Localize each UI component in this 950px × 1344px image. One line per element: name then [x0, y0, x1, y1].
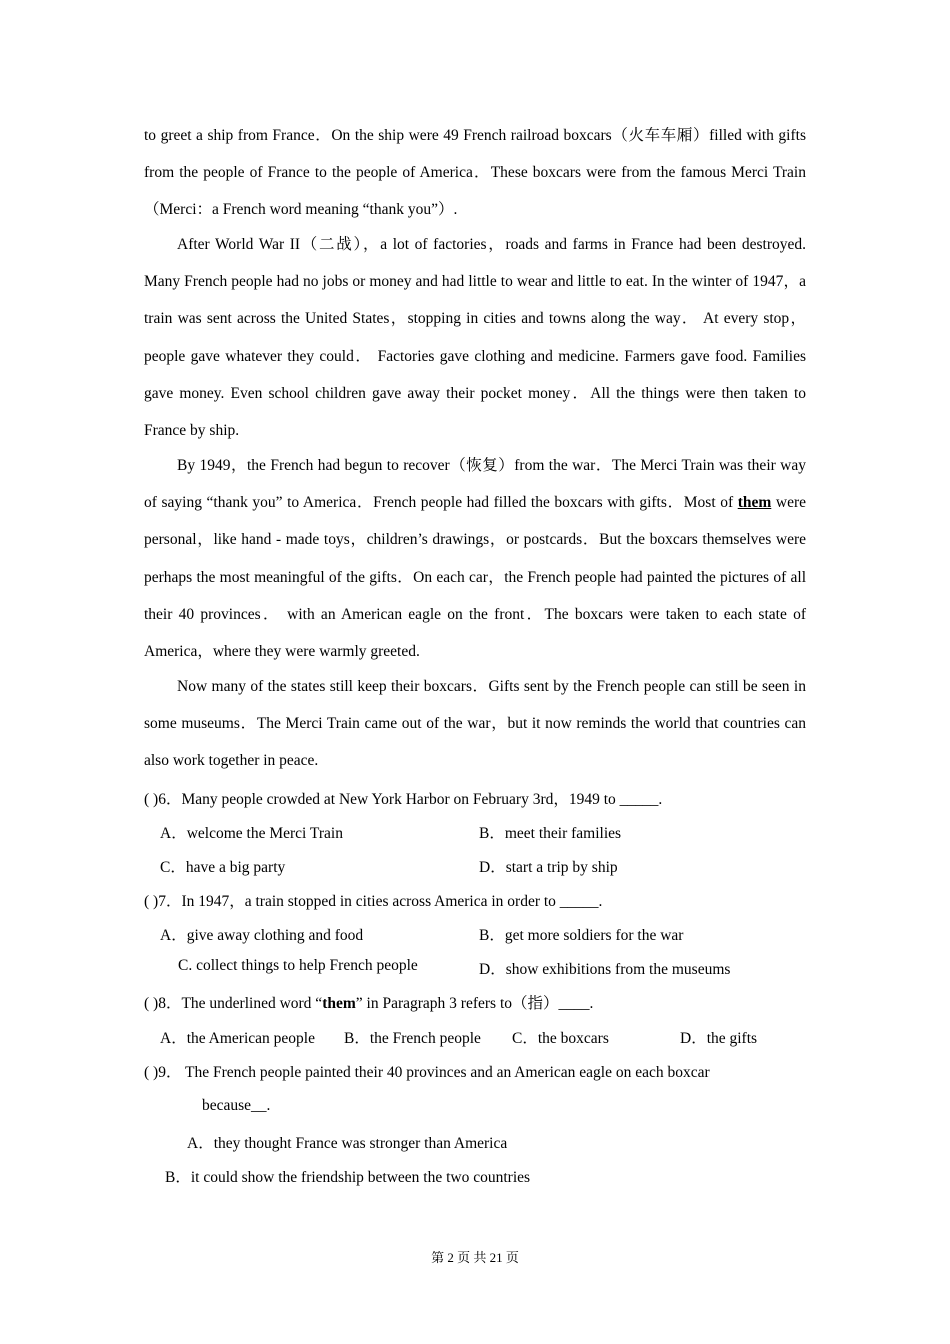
- question-6-stem: ( )6．Many people crowded at New York Harbor on February 3rd，1949 to _____.: [144, 791, 663, 808]
- paragraph-3-text-a: By 1949，the French had begun to recover（恢复）from the war．The Merci Train was their way of saying “thank you” to America．French people had filled the boxcars with gifts．Most of: [144, 457, 806, 512]
- question-8-option-c: C．the boxcars: [512, 1030, 609, 1047]
- underlined-word: them: [737, 494, 772, 512]
- question-8-stem: [144, 991, 593, 1013]
- question-9-option-b: B．it could show the friendship between the two countries: [165, 1169, 531, 1186]
- question-8-option-a: A．the American people: [160, 1030, 315, 1047]
- paragraph-3: [144, 447, 806, 670]
- question-8-stem-a: ( )8．The underlined word “: [144, 995, 323, 1012]
- question-6-option-d: D．start a trip by ship: [479, 859, 618, 876]
- question-8-stem-b: ” in Paragraph 3 refers to（指）____.: [355, 995, 594, 1012]
- question-9-stem-continued: because__.: [202, 1097, 271, 1114]
- question-8-bold-word: them: [322, 995, 356, 1012]
- paragraph-3-text-b: were personal，like hand - made toys，children’s drawings，or postcards．But the boxcars themselves were perhaps the most meaningful of the gifts．On each car，the French people had painted the pictures of all their 40 provinces． with an American eagle on the front．The boxcars were taken to each state of America，where they were warmly greeted.: [144, 494, 806, 661]
- question-8-option-b: B．the French people: [344, 1030, 481, 1047]
- paragraph-2: After World War II（二战），a lot of factories，roads and farms in France had been destroyed. Many French people had no jobs or money and had little to wear and little to eat. In the winter of 1947，a train was sent across the United States，stopping in cities and towns along the way． At every stop， people gave whatever they could． Factories gave clothing and medicine. Farmers gave food. Families gave money. Even school children gave away their pocket money．All the things were then taken to France by ship.: [144, 236, 806, 440]
- question-6-option-c: C．have a big party: [160, 859, 286, 876]
- question-8-option-d: D．the gifts: [680, 1030, 758, 1047]
- question-9-stem: ( )9． The French people painted their 40 provinces and an American eagle on each boxcar: [144, 1064, 710, 1081]
- question-7-option-d: D．show exhibitions from the museums: [479, 961, 731, 978]
- question-6-option-a: A．welcome the Merci Train: [160, 825, 343, 842]
- question-7-option-c: C. collect things to help French people: [178, 957, 418, 974]
- question-7-option-a: A．give away clothing and food: [160, 927, 364, 944]
- paragraph-1: to greet a ship from France．On the ship were 49 French railroad boxcars（火车车厢）filled with gifts from the people of France to the people of America．These boxcars were from the famous Merci Train（Merci：a French word meaning “thank you”）.: [144, 127, 806, 219]
- question-9-option-a: A．they thought France was stronger than America: [187, 1135, 508, 1152]
- question-6-option-b: B．meet their families: [479, 825, 622, 842]
- page-footer: 第 2 页 共 21 页: [431, 1250, 519, 1265]
- question-7-option-b: B．get more soldiers for the war: [479, 927, 684, 944]
- question-7-stem: ( )7．In 1947，a train stopped in cities across America in order to _____.: [144, 893, 603, 910]
- paragraph-4: Now many of the states still keep their boxcars．Gifts sent by the French people can still be seen in some museums．The Merci Train came out of the war，but it now reminds the world that countries can also work together in peace.: [144, 678, 806, 770]
